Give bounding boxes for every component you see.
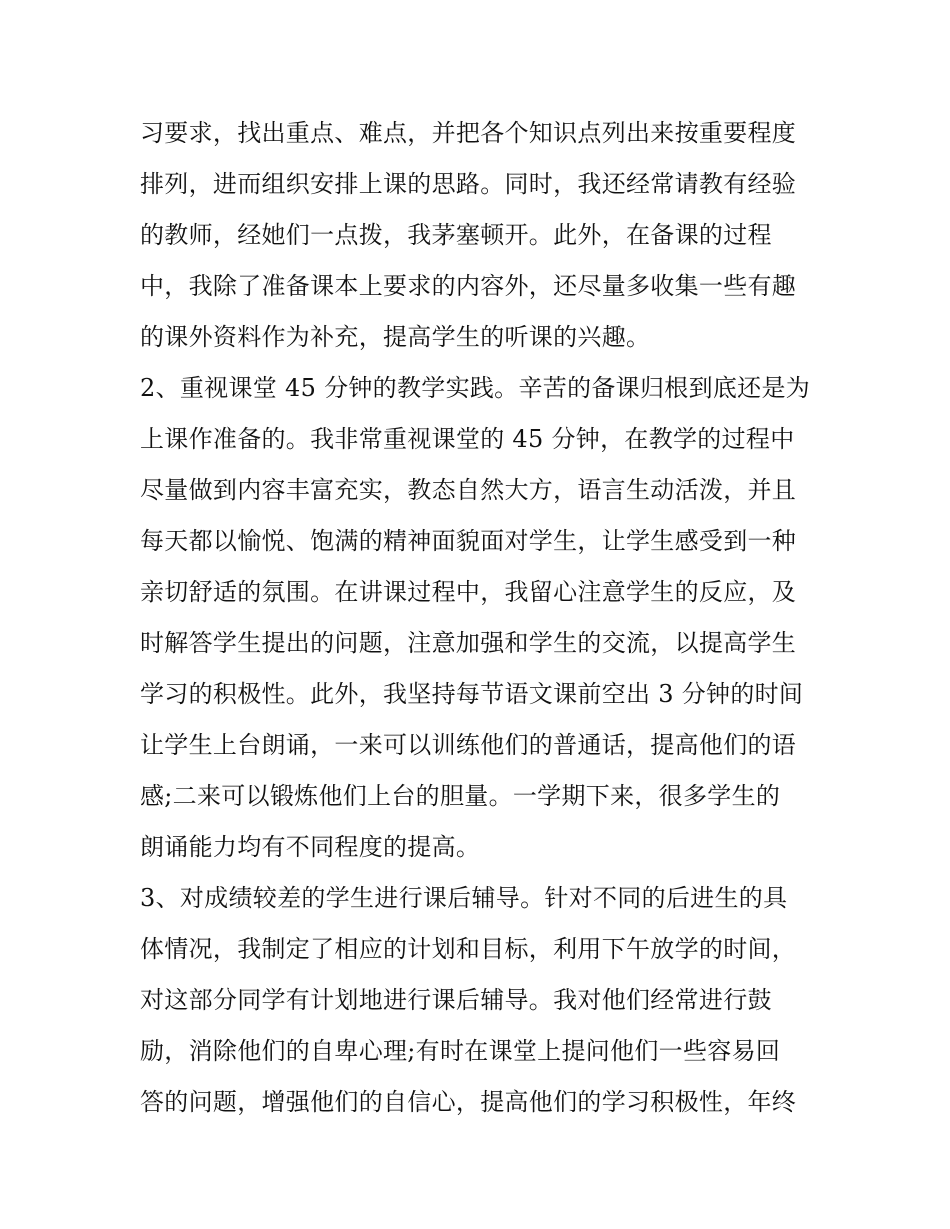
text-line: 的课外资料作为补充，提高学生的听课的兴趣。 (140, 323, 651, 351)
text-line: 3、对成绩较差的学生进行课后辅导。针对不同的后进生的具 (140, 884, 788, 912)
text-line: 朗诵能力均有不同程度的提高。 (140, 833, 481, 861)
text-line: 答的问题，增强他们的自信心，提高他们的学习积极性，年终 (140, 1088, 797, 1116)
text-line: 尽量做到内容丰富充实，教态自然大方，语言生动活泼，并且 (140, 476, 797, 504)
text-line: 学习的积极性。此外，我坚持每节语文课前空出 3 分钟的时间 (140, 680, 804, 708)
text-line: 让学生上台朗诵，一来可以训练他们的普通话，提高他们的语 (140, 731, 797, 759)
text-line: 对这部分同学有计划地进行课后辅导。我对他们经常进行鼓 (140, 986, 772, 1014)
body-text (140, 108, 820, 1128)
text-line: 每天都以愉悦、饱满的精神面貌面对学生，让学生感受到一种 (140, 527, 797, 555)
text-line: 亲切舒适的氛围。在讲课过程中，我留心注意学生的反应，及 (140, 578, 797, 606)
text-line: 感;二来可以锻炼他们上台的胆量。一学期下来，很多学生的 (140, 782, 781, 810)
text-line: 的教师，经她们一点拨，我茅塞顿开。此外，在备课的过程 (140, 221, 772, 249)
text-line: 时解答学生提出的问题，注意加强和学生的交流，以提高学生 (140, 629, 797, 657)
text-line: 励，消除他们的自卑心理;有时在课堂上提问他们一些容易回 (140, 1037, 781, 1065)
text-line: 体情况，我制定了相应的计划和目标，利用下午放学的时间， (140, 935, 797, 963)
text-line: 上课作准备的。我非常重视课堂的 45 分钟，在教学的过程中 (140, 425, 795, 453)
text-line: 2、重视课堂 45 分钟的教学实践。辛苦的备课归根到底还是为 (140, 374, 811, 402)
text-line: 排列，进而组织安排上课的思路。同时，我还经常请教有经验 (140, 170, 797, 198)
text-line: 习要求，找出重点、难点，并把各个知识点列出来按重要程度 (140, 119, 797, 147)
text-line: 中，我除了准备课本上要求的内容外，还尽量多收集一些有趣 (140, 272, 797, 300)
